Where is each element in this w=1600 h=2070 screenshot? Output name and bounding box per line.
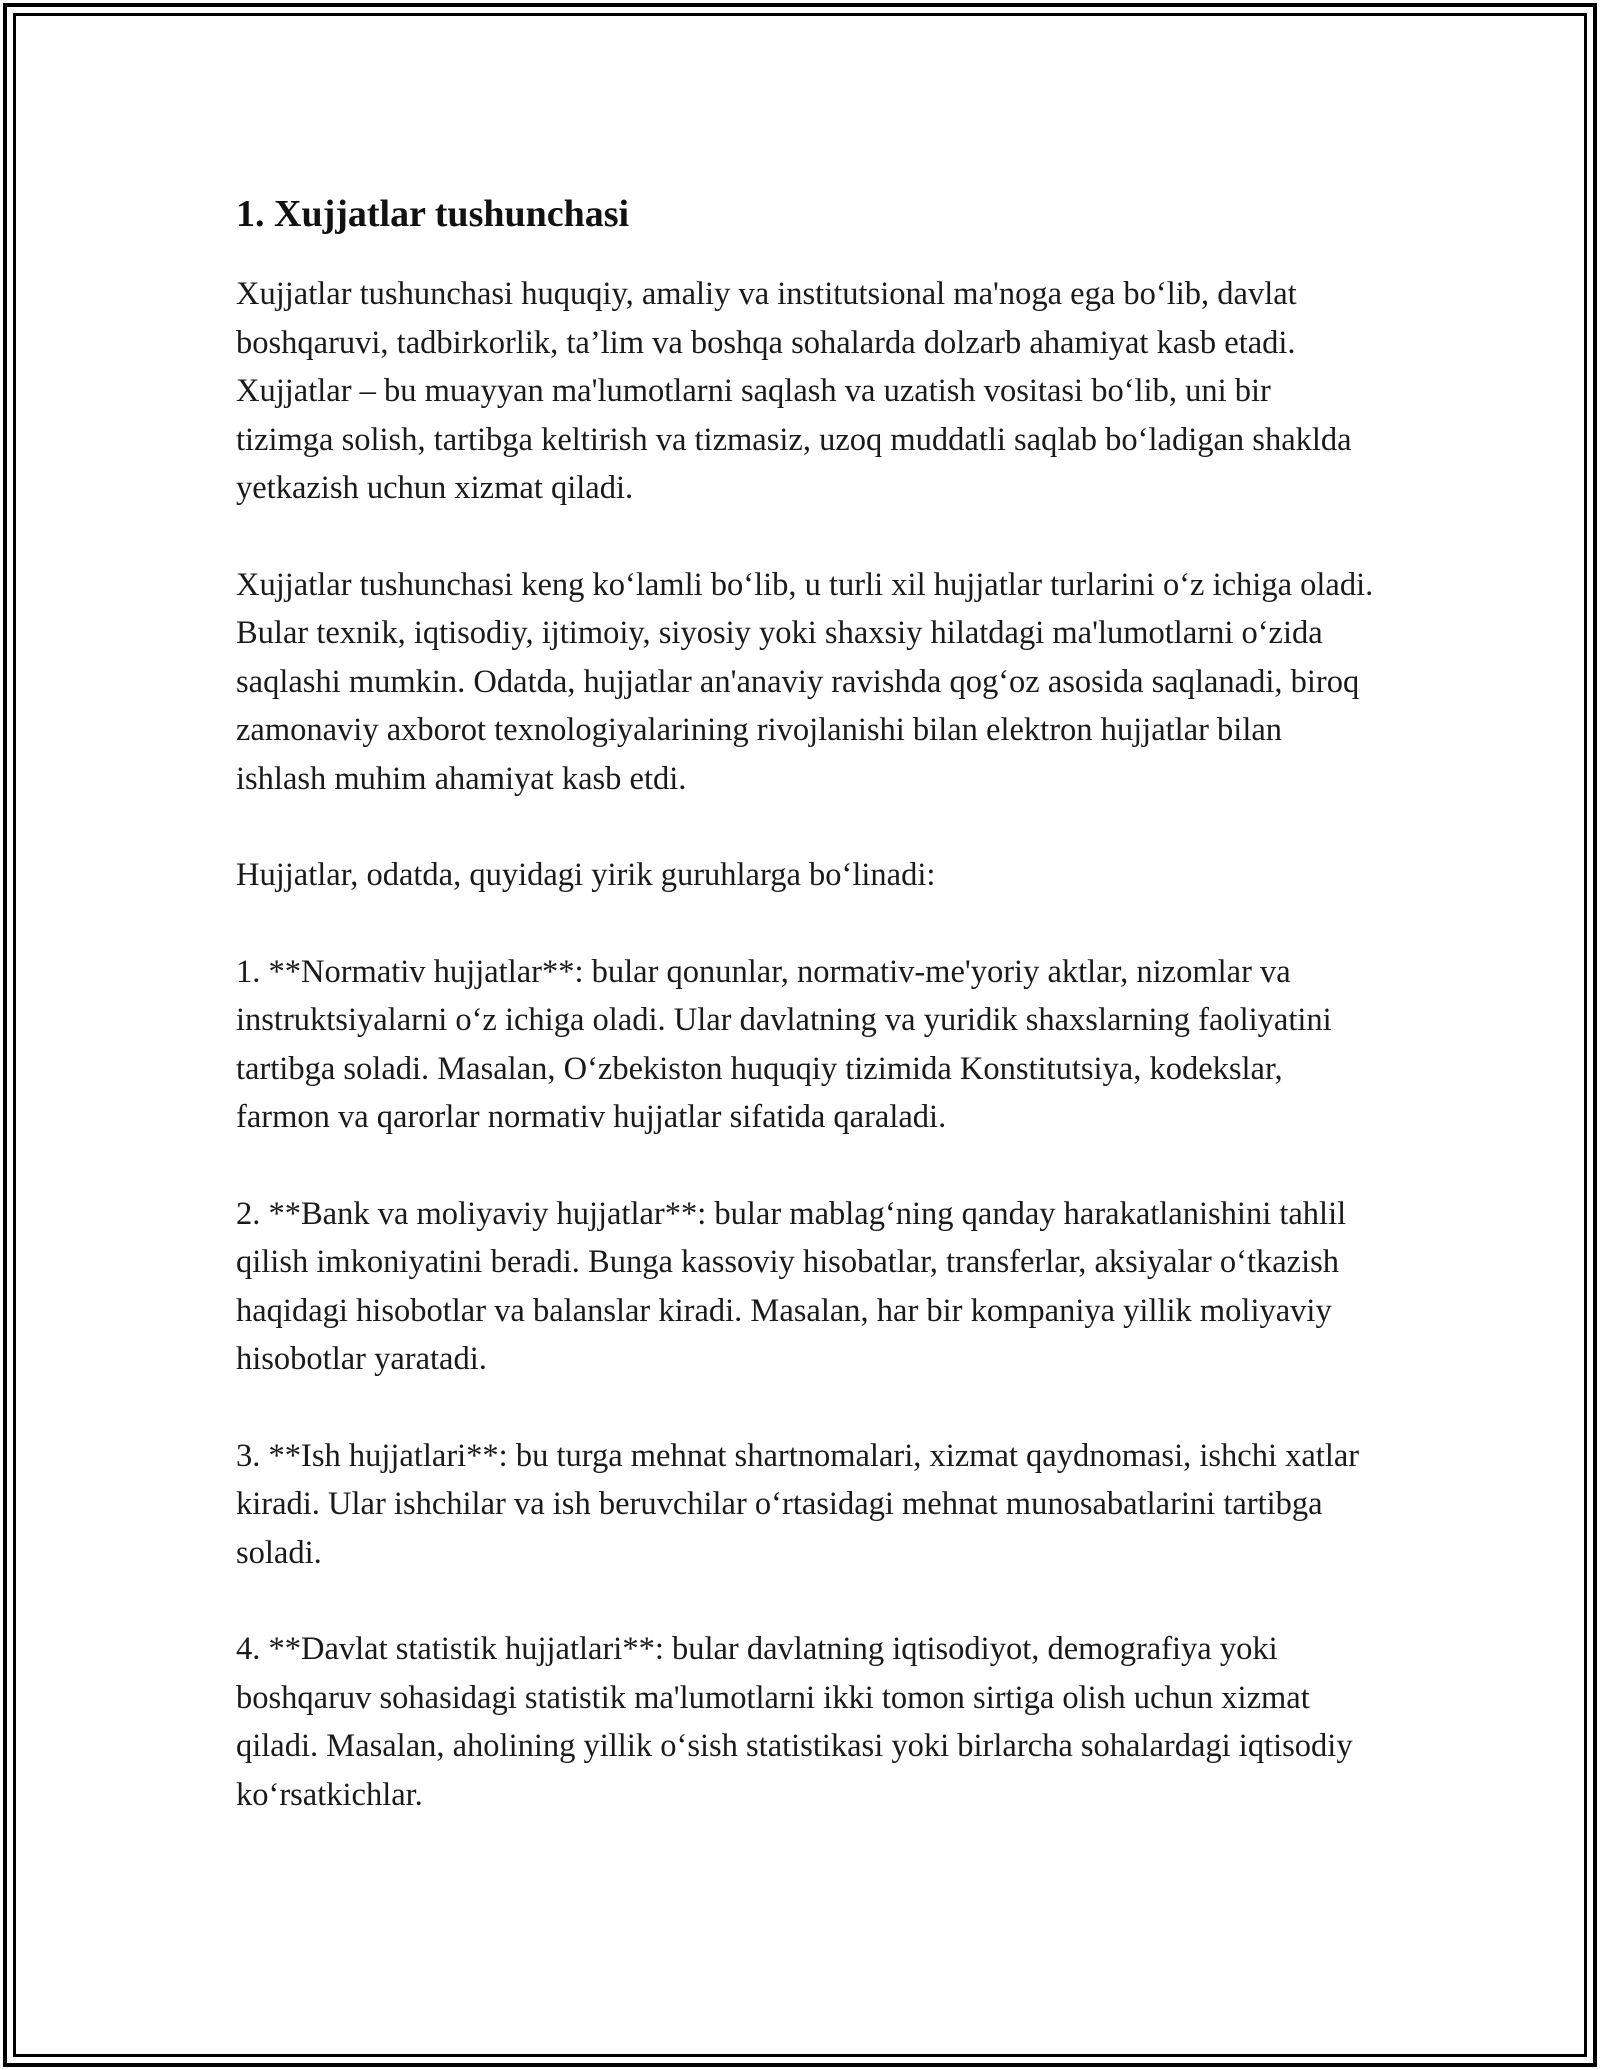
- spacer: [236, 1577, 1376, 1625]
- list-item-normative: 1. **Normativ hujjatlar**: bular qonunlar, normativ-me'yoriy aktlar, nizomlar va instruktsiyalarni o‘z ichiga oladi. Ular davlatning va yuridik shaxslarning faoliyatini tartibga soladi. Masalan, O‘zbekiston huquqiy tizimida Konstitutsiya, kodekslar, farmon va qarorlar normativ hujjatlar sifatida qaraladi.: [236, 953, 1332, 1135]
- paragraph-groups-intro: Hujjatlar, odatda, quyidagi yirik guruhlarga bo‘linadi:: [236, 857, 936, 893]
- document-title: 1. Xujjatlar tushunchasi: [236, 193, 630, 235]
- list-item-state-statistics: 4. **Davlat statistik hujjatlari**: bular davlatning iqtisodiyot, demografiya yoki boshqaruv sohasidagi statistik ma'lumotlarni ikki tomon sirtiga olish uchun xizmat qiladi. Masalan, aholining yillik o‘sish statistikasi yoki birlarcha sohalardagi iqtisodiy ko‘rsatkichlar.: [236, 1631, 1353, 1813]
- spacer: [236, 1384, 1376, 1432]
- document-body: [236, 188, 1376, 1819]
- list-item-bank-financial: 2. **Bank va moliyaviy hujjatlar**: bular mablag‘ning qanday harakatlanishini tahlil qilish imkoniyatini beradi. Bunga kassoviy hisobatlar, transferlar, aksiyalar o‘tkazish haqidagi hisobotlar va balanslar kiradi. Masalan, har bir kompaniya yillik moliyaviy hisobotlar yaratadi.: [236, 1195, 1347, 1377]
- spacer: [236, 803, 1376, 851]
- spacer: [236, 240, 1376, 270]
- spacer: [236, 900, 1376, 948]
- spacer: [236, 513, 1376, 561]
- paragraph-scope: Xujjatlar tushunchasi keng ko‘lamli bo‘lib, u turli xil hujjatlar turlarini o‘z ichiga oladi. Bular texnik, iqtisodiy, ijtimoiy, siyosiy yoki shaxsiy hilatdagi ma'lumotlarni o‘zida saqlashi mumkin. Odatda, hujjatlar an'anaviy ravishda qog‘oz asosida saqlanadi, biroq zamonaviy axborot texnologiyalarining rivojlanishi bilan elektron hujjatlar bilan ishlash muhim ahamiyat kasb etdi.: [236, 566, 1374, 797]
- paragraph-intro: Xujjatlar tushunchasi huquqiy, amaliy va institutsional ma'noga ega bo‘lib, davlat boshqaruvi, tadbirkorlik, ta’lim va boshqa sohalarda dolzarb ahamiyat kasb etadi. Xujjatlar – bu muayyan ma'lumotlarni saqlash va uzatish vositasi bo‘lib, uni bir tizimga solish, tartibga keltirish va tizmasiz, uzoq muddatli saqlab bo‘ladigan shakldа yetkazish uchun xizmat qiladi.: [236, 276, 1352, 506]
- list-item-work-documents: 3. **Ish hujjatlari**: bu turga mehnat shartnomalari, xizmat qaydnomasi, ishchi xatlar kiradi. Ular ishchilar va ish beruvchilar o‘rtasidagi mehnat munosabatlarini tartibga soladi.: [236, 1437, 1360, 1571]
- spacer: [236, 1142, 1376, 1190]
